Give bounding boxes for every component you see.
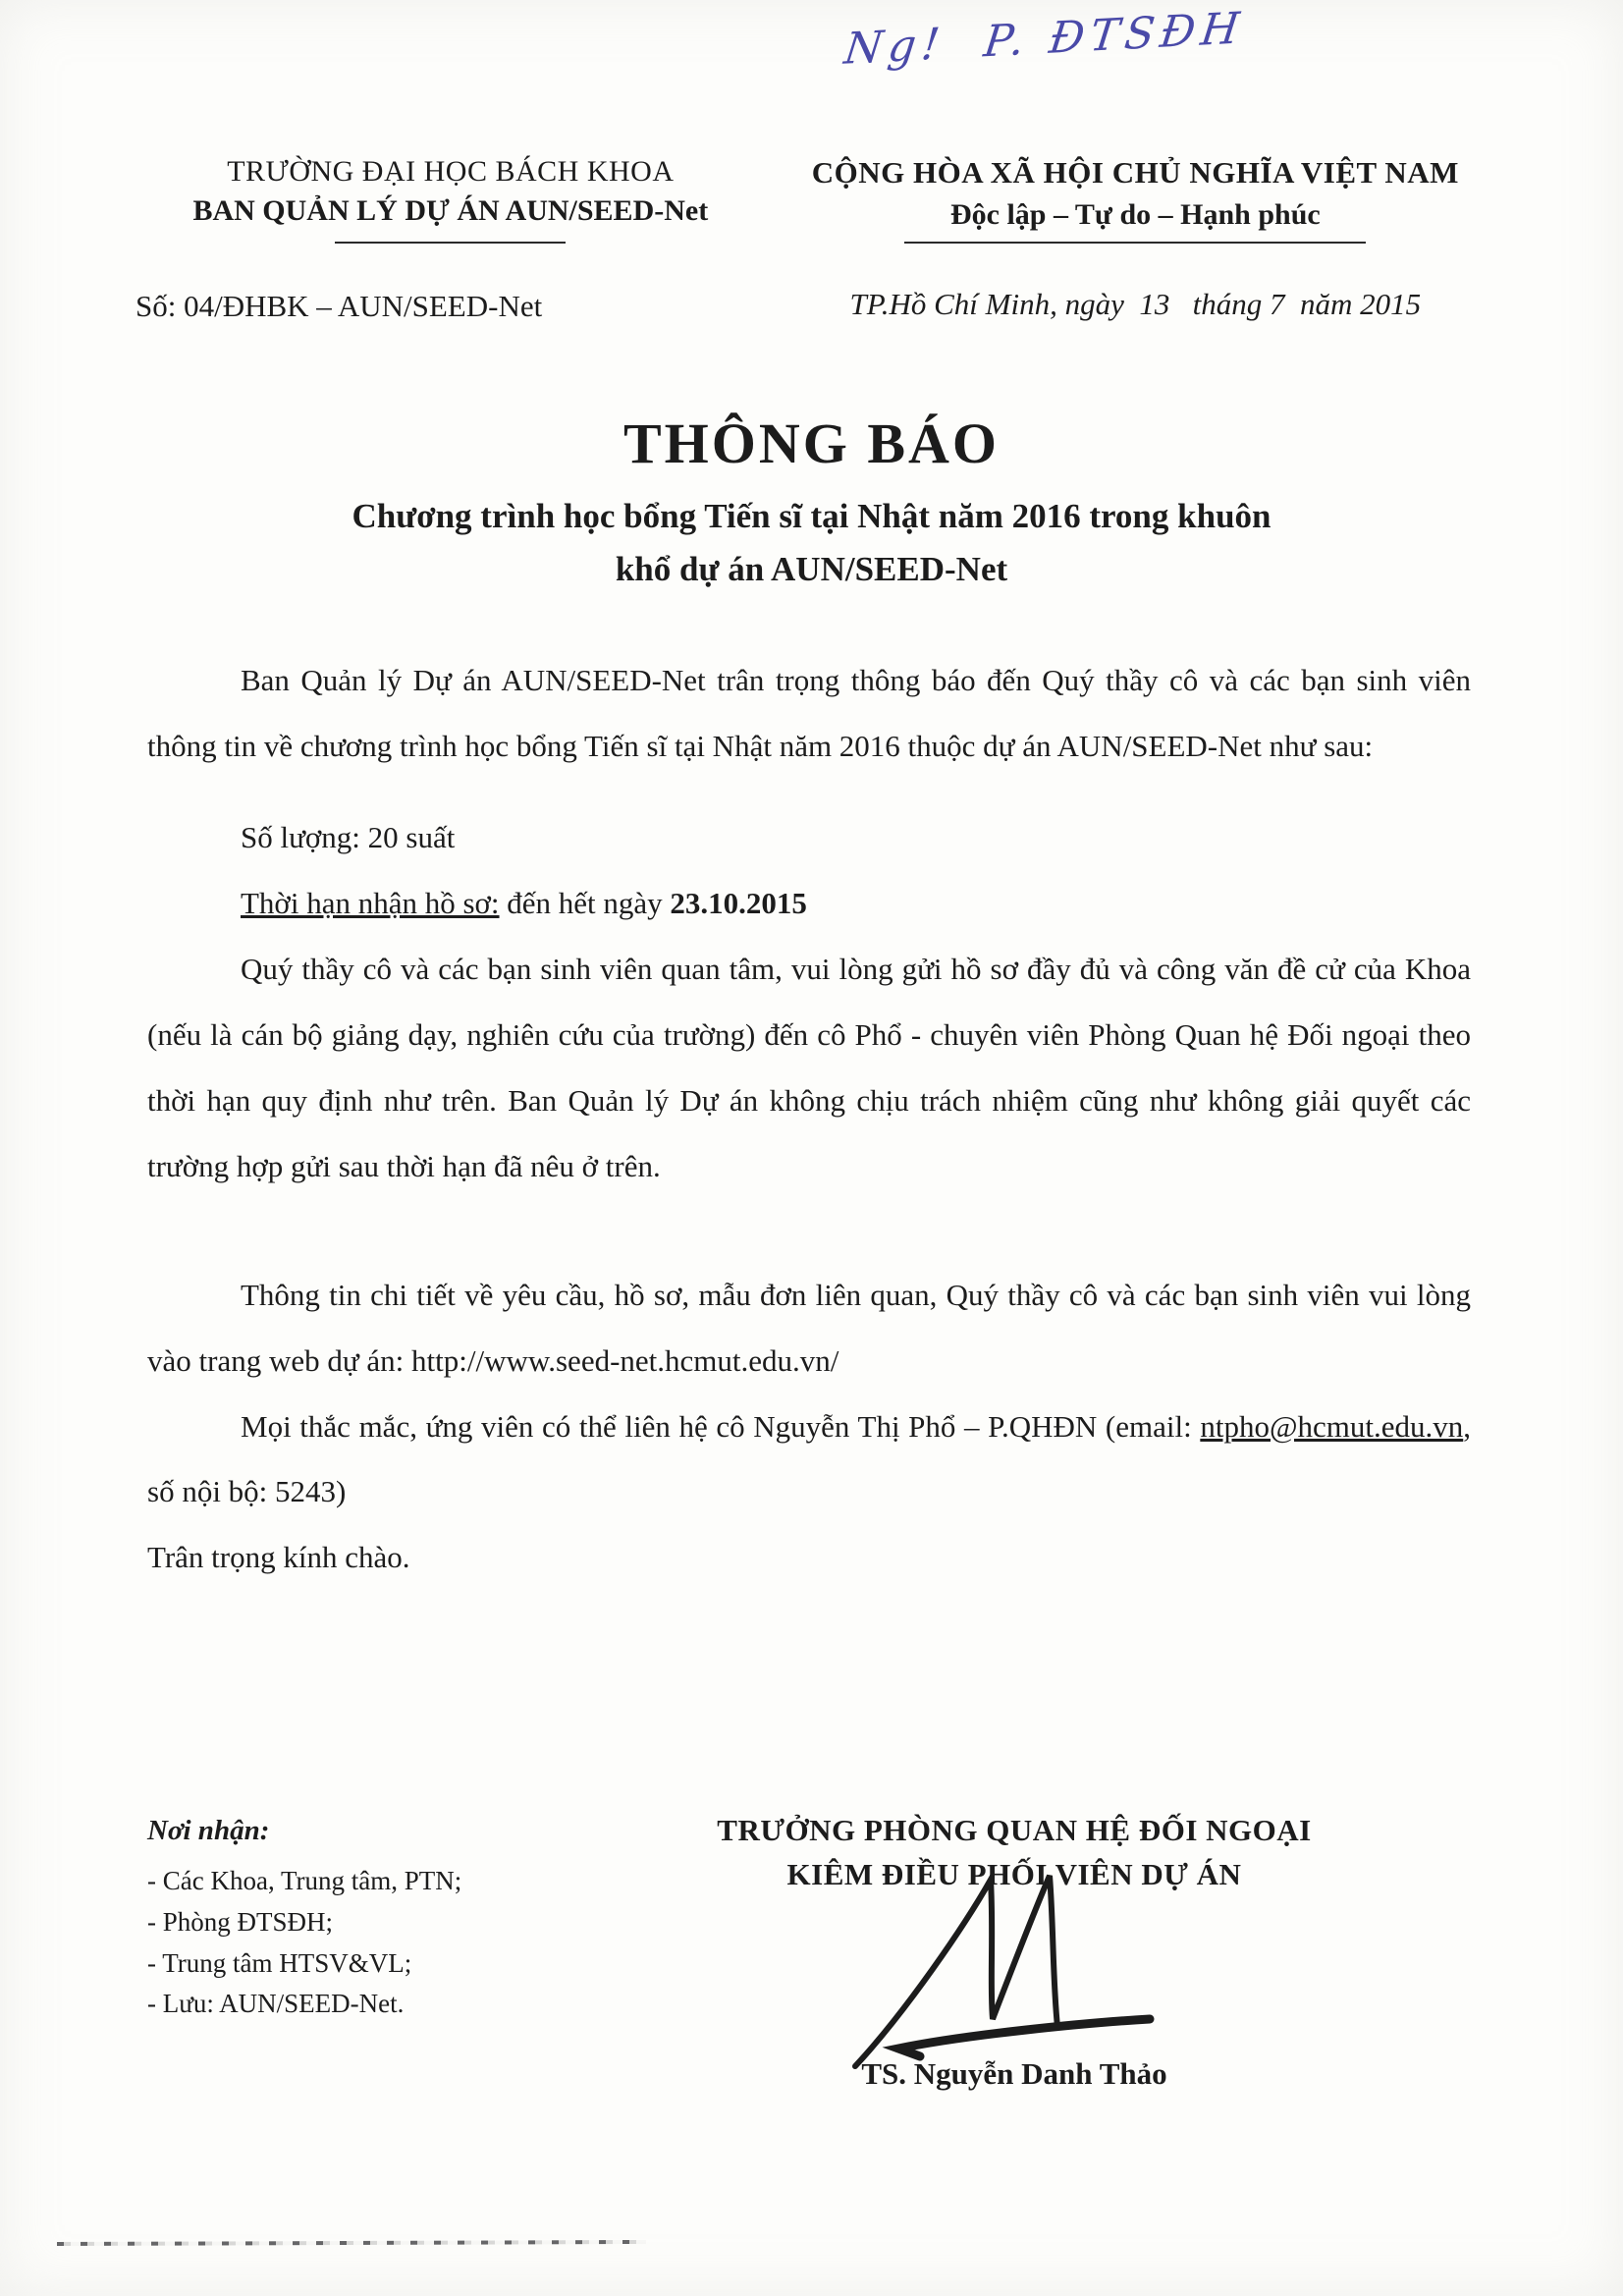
scanner-artifact-line: [57, 2240, 646, 2246]
scholarship-info-lines: [241, 805, 1471, 937]
document-footer: [147, 1809, 1417, 2092]
deadline-mid-text: đến hết ngày: [499, 885, 671, 920]
document-subtitle-line2: khổ dự án AUN/SEED-Net: [615, 550, 1008, 589]
handwritten-note: Ng! P. ĐTSĐH: [841, 3, 1248, 75]
website-intro-text: Thông tin chi tiết về yêu cầu, hồ sơ, mẫu đơn liên quan, Quý thầy cô và các bạn sinh viên vui lòng vào trang web dự án:: [147, 1277, 1471, 1378]
document-title: THÔNG BÁO: [622, 411, 1001, 475]
national-motto-line1: CỘNG HÒA XÃ HỘI CHỦ NGHĨA VIỆT NAM: [811, 155, 1459, 190]
letterhead: [135, 155, 1505, 324]
deadline-line: [241, 871, 1471, 937]
place-date-line: TP.Hồ Chí Minh, ngày 13 tháng 7 năm 2015: [849, 287, 1422, 321]
deadline-label: Thời hạn nhận hồ sơ:: [241, 885, 500, 920]
project-website-url: http://www.seed-net.hcmut.edu.vn/: [411, 1342, 839, 1378]
contact-email: ntpho@hcmut.edu.vn: [1200, 1408, 1464, 1444]
paragraph-website: [147, 1263, 1471, 1394]
letterhead-organization: [135, 155, 766, 324]
quantity-line: Số lượng: 20 suất: [241, 819, 456, 854]
signer-name: TS. Nguyễn Danh Thảo: [861, 2055, 1167, 2091]
signer-title-line1: TRƯỞNG PHÒNG QUAN HỆ ĐỐI NGOẠI: [717, 1813, 1312, 1847]
recipient-item: - Lưu: AUN/SEED-Net.: [147, 1989, 405, 2019]
recipient-item: - Trung tâm HTSV&VL;: [147, 1947, 412, 1978]
motto-divider: [904, 242, 1366, 244]
signer-title-line2: KIÊM ĐIỀU PHỐI VIÊN DỰ ÁN: [786, 1856, 1242, 1891]
deadline-date: 23.10.2015: [670, 885, 807, 920]
department-name: BAN QUẢN LÝ DỰ ÁN AUN/SEED-Net: [192, 194, 709, 227]
organization-divider: [335, 242, 566, 244]
letterhead-national: [766, 155, 1505, 324]
university-name: TRƯỜNG ĐẠI HỌC BÁCH KHOA: [227, 155, 675, 188]
document-body: [147, 648, 1471, 1591]
contact-extension-text: , số nội bộ: 5243): [147, 1408, 1471, 1509]
document-title-block: [0, 410, 1623, 597]
paragraph-submission: Quý thầy cô và các bạn sinh viên quan tâm, vui lòng gửi hồ sơ đầy đủ và công văn đề cử của Khoa (nếu là cán bộ giảng dạy, nghiên cứu của trường) đến cô Phổ - chuyên viên Phòng Quan hệ Đối ngoại theo thời hạn quy định như trên. Ban Quản lý Dự án không chịu trách nhiệm cũng như không giải quyết các trường hợp gửi sau thời hạn đã nêu ở trên.: [147, 951, 1471, 1183]
national-motto-line2: Độc lập – Tự do – Hạnh phúc: [949, 198, 1321, 231]
reference-number: Số: 04/ĐHBK – AUN/SEED-Net: [135, 289, 543, 323]
document-subtitle-line1: Chương trình học bổng Tiến sĩ tại Nhật năm 2016 trong khuôn: [352, 497, 1271, 535]
recipient-item: - Các Khoa, Trung tâm, PTN;: [147, 1865, 462, 1895]
closing-salutation: Trân trọng kính chào.: [147, 1540, 410, 1575]
recipients-block: [147, 1809, 599, 2025]
signature-block: [612, 1809, 1417, 2092]
paragraph-intro: Ban Quản lý Dự án AUN/SEED-Net trân trọng thông báo đến Quý thầy cô và các bạn sinh viên thông tin về chương trình học bổng Tiến sĩ tại Nhật năm 2016 thuộc dự án AUN/SEED-Net như sau:: [147, 663, 1471, 763]
recipient-item: - Phòng ĐTSĐH;: [147, 1906, 334, 1937]
recipients-title: Nơi nhận:: [147, 1815, 270, 1846]
paragraph-contact: [147, 1394, 1471, 1526]
document-subtitle: [0, 490, 1623, 597]
contact-intro-text: Mọi thắc mắc, ứng viên có thể liên hệ cô Nguyễn Thị Phổ – P.QHĐN (email:: [241, 1408, 1201, 1444]
